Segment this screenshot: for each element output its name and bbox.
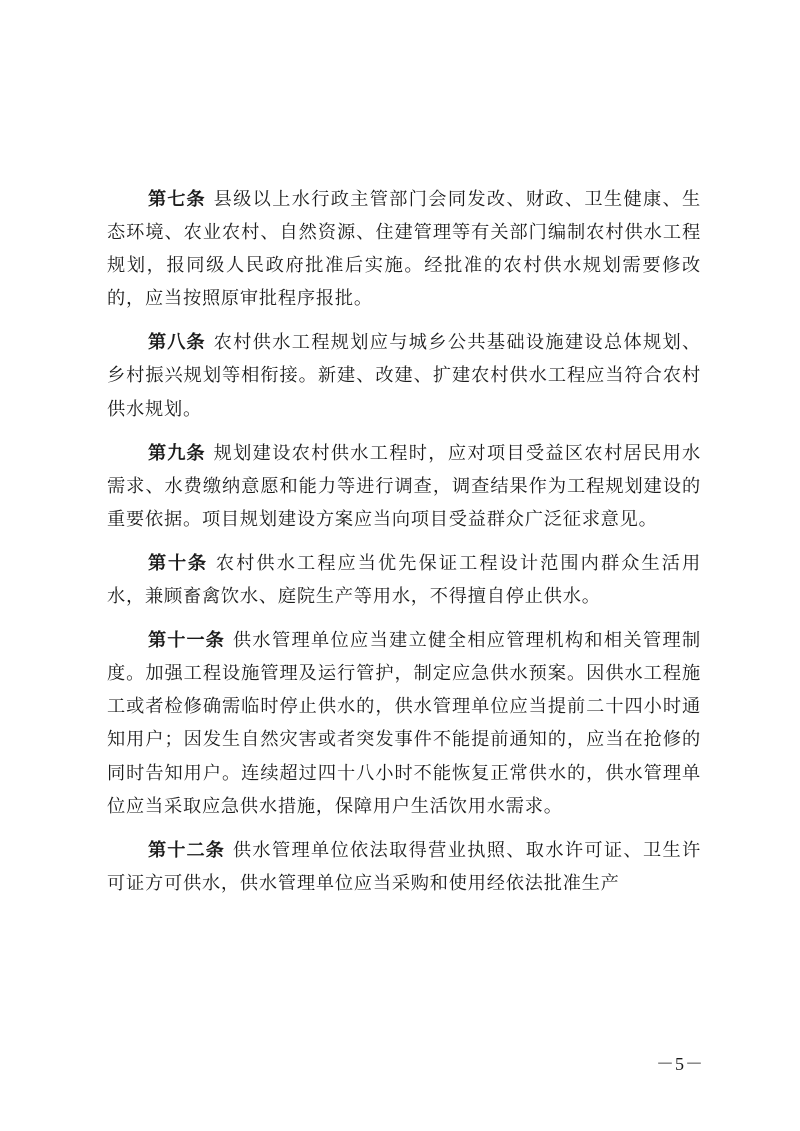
article-12 — [107, 834, 701, 900]
article-text: 供水管理单位应当建立健全相应管理机构和相关管理制度。加强工程设施管理及运行管护，制定应急供水预案。因供水工程施工或者检修确需临时停止供水的，供水管理单位应当提前二十四小时通知用户；因发生自然灾害或者突发事件不能提前通知的，应当在抢修的同时告知用户。连续超过四十八小时不能恢复正常供水的，供水管理单位应当采取应急供水措施，保障用户生活饮用水需求。 — [107, 630, 701, 817]
article-11 — [107, 624, 701, 823]
page-number: －5－ — [656, 1054, 704, 1074]
article-8 — [107, 326, 701, 425]
article-number: 第八条 — [148, 332, 206, 354]
article-text: 规划建设农村供水工程时，应对项目受益区农村居民用水需求、水费缴纳意愿和能力等进行调查，调查结果作为工程规划建设的重要依据。项目规划建设方案应当向项目受益群众广泛征求意见。 — [107, 442, 701, 530]
regulation-body — [107, 183, 701, 900]
article-7 — [107, 183, 701, 315]
article-text: 县级以上水行政主管部门会同发改、财政、卫生健康、生态环境、农业农村、自然资源、住建管理等有关部门编制农村供水工程规划，报同级人民政府批准后实施。经批准的农村供水规划需要修改的，应当按照原审批程序报批。 — [107, 189, 701, 310]
article-number: 第十一条 — [148, 630, 225, 652]
article-number: 第九条 — [148, 442, 206, 464]
article-text: 农村供水工程应当优先保证工程设计范围内群众生活用水，兼顾畜禽饮水、庭院生产等用水，不得擅自停止供水。 — [107, 552, 701, 608]
article-9 — [107, 437, 701, 536]
article-number: 第十条 — [148, 552, 208, 574]
article-text: 供水管理单位依法取得营业执照、取水许可证、卫生许可证方可供水，供水管理单位应当采购和使用经依法批准生产 — [107, 839, 701, 894]
article-text: 农村供水工程规划应与城乡公共基础设施建设总体规划、乡村振兴规划等相衔接。新建、改建、扩建农村供水工程应当符合农村供水规划。 — [107, 332, 701, 420]
article-number: 第十二条 — [148, 839, 225, 861]
article-10 — [107, 547, 701, 613]
article-number: 第七条 — [148, 189, 206, 210]
